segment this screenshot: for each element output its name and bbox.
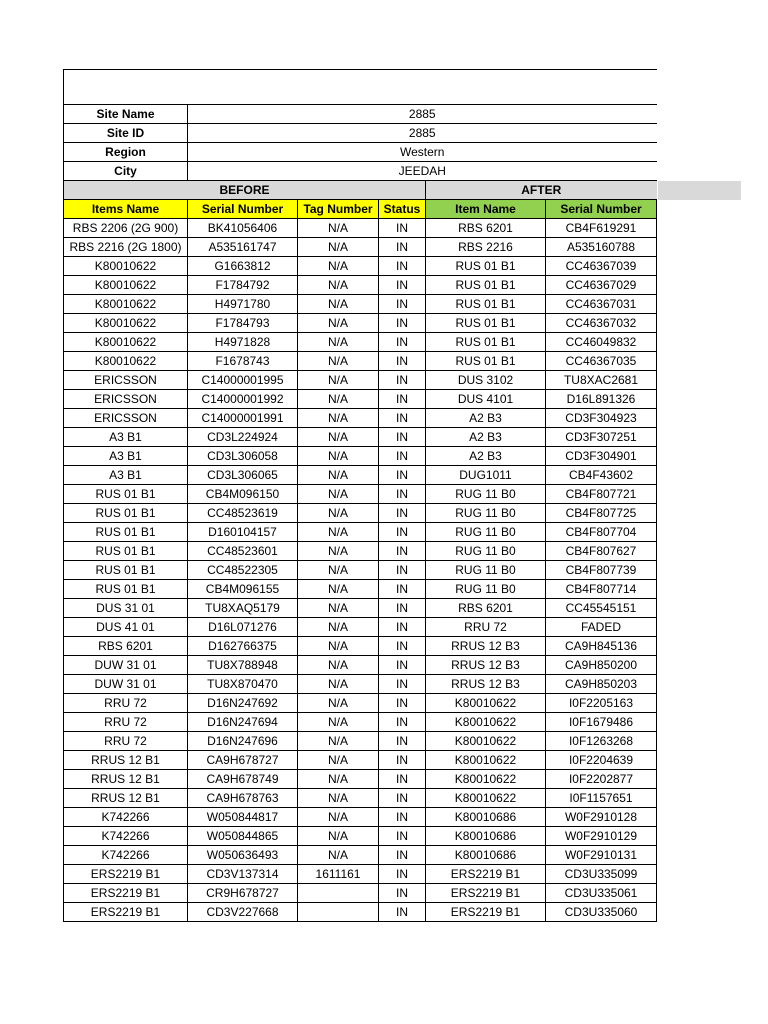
cell-tag-number: N/A xyxy=(298,523,379,542)
blank-title-cell xyxy=(64,70,657,105)
cell-item-name-before: RRUS 12 B1 xyxy=(64,751,188,770)
table-row xyxy=(64,599,657,618)
cell-item-name-after: ERS2219 B1 xyxy=(426,865,546,884)
cell-item-name-before: RUS 01 B1 xyxy=(64,561,188,580)
column-header-row xyxy=(64,200,657,219)
cell-serial-number-after: A535160788 xyxy=(546,238,657,257)
cell-status: IN xyxy=(379,599,426,618)
cell-item-name-after: RUS 01 B1 xyxy=(426,333,546,352)
table-row xyxy=(64,314,657,333)
cell-serial-number-after: CC46367029 xyxy=(546,276,657,295)
table-row xyxy=(64,637,657,656)
cell-serial-number-before: CC48522305 xyxy=(188,561,298,580)
cell-tag-number: N/A xyxy=(298,333,379,352)
after-header-extension xyxy=(658,181,741,200)
cell-serial-number-after: CC45545151 xyxy=(546,599,657,618)
table-row xyxy=(64,352,657,371)
cell-status: IN xyxy=(379,314,426,333)
cell-serial-number-before: F1784793 xyxy=(188,314,298,333)
cell-serial-number-after: CD3U335099 xyxy=(546,865,657,884)
cell-serial-number-after: CD3F304923 xyxy=(546,409,657,428)
cell-item-name-after: ERS2219 B1 xyxy=(426,884,546,903)
cell-serial-number-before: BK41056406 xyxy=(188,219,298,238)
cell-serial-number-before: C14000001992 xyxy=(188,390,298,409)
cell-serial-number-after: I0F1157651 xyxy=(546,789,657,808)
cell-serial-number-after: CA9H850203 xyxy=(546,675,657,694)
table-row xyxy=(64,238,657,257)
city-label: City xyxy=(64,162,188,181)
cell-item-name-after: RUG 11 B0 xyxy=(426,485,546,504)
cell-item-name-after: RUG 11 B0 xyxy=(426,561,546,580)
table-row xyxy=(64,466,657,485)
cell-status: IN xyxy=(379,523,426,542)
table-row xyxy=(64,561,657,580)
cell-status: IN xyxy=(379,694,426,713)
cell-tag-number: N/A xyxy=(298,409,379,428)
cell-serial-number-before: D16L071276 xyxy=(188,618,298,637)
cell-serial-number-before: H4971828 xyxy=(188,333,298,352)
cell-item-name-after: DUS 4101 xyxy=(426,390,546,409)
cell-status: IN xyxy=(379,808,426,827)
table-row xyxy=(64,504,657,523)
cell-serial-number-before: D160104157 xyxy=(188,523,298,542)
table-row xyxy=(64,656,657,675)
table-row xyxy=(64,846,657,865)
cell-status: IN xyxy=(379,751,426,770)
cell-status: IN xyxy=(379,485,426,504)
cell-item-name-after: RUG 11 B0 xyxy=(426,504,546,523)
cell-item-name-before: ERS2219 B1 xyxy=(64,865,188,884)
cell-tag-number: N/A xyxy=(298,751,379,770)
cell-tag-number: 1611161 xyxy=(298,865,379,884)
cell-item-name-before: K80010622 xyxy=(64,257,188,276)
cell-item-name-after: RBS 6201 xyxy=(426,599,546,618)
cell-tag-number: N/A xyxy=(298,808,379,827)
cell-item-name-after: RRU 72 xyxy=(426,618,546,637)
cell-serial-number-after: CC46049832 xyxy=(546,333,657,352)
cell-item-name-after: RUG 11 B0 xyxy=(426,523,546,542)
table-row xyxy=(64,447,657,466)
cell-tag-number: N/A xyxy=(298,238,379,257)
cell-tag-number: N/A xyxy=(298,637,379,656)
cell-serial-number-before: CA9H678749 xyxy=(188,770,298,789)
cell-status: IN xyxy=(379,884,426,903)
cell-status: IN xyxy=(379,827,426,846)
cell-serial-number-before: W050844817 xyxy=(188,808,298,827)
after-section-header: AFTER xyxy=(426,181,657,200)
table-row xyxy=(64,789,657,808)
cell-serial-number-before: CC48523601 xyxy=(188,542,298,561)
cell-serial-number-after: CB4F807627 xyxy=(546,542,657,561)
cell-serial-number-before: CB4M096155 xyxy=(188,580,298,599)
cell-serial-number-before: CD3L224924 xyxy=(188,428,298,447)
cell-item-name-after: K80010622 xyxy=(426,732,546,751)
cell-status: IN xyxy=(379,637,426,656)
cell-serial-number-before: H4971780 xyxy=(188,295,298,314)
cell-status: IN xyxy=(379,618,426,637)
cell-serial-number-before: D16N247692 xyxy=(188,694,298,713)
cell-item-name-before: ERICSSON xyxy=(64,371,188,390)
cell-item-name-before: RBS 2216 (2G 1800) xyxy=(64,238,188,257)
cell-serial-number-after: CC46367031 xyxy=(546,295,657,314)
col-header-serial-number-after: Serial Number xyxy=(546,200,657,219)
cell-tag-number: N/A xyxy=(298,846,379,865)
cell-serial-number-before: TU8X788948 xyxy=(188,656,298,675)
cell-serial-number-after: I0F2204639 xyxy=(546,751,657,770)
cell-serial-number-before: W050844865 xyxy=(188,827,298,846)
cell-serial-number-before: CA9H678763 xyxy=(188,789,298,808)
cell-serial-number-before: A535161747 xyxy=(188,238,298,257)
cell-item-name-before: A3 B1 xyxy=(64,466,188,485)
cell-tag-number: N/A xyxy=(298,314,379,333)
cell-item-name-before: K742266 xyxy=(64,808,188,827)
cell-item-name-before: K80010622 xyxy=(64,314,188,333)
cell-item-name-after: RBS 6201 xyxy=(426,219,546,238)
table-row xyxy=(64,390,657,409)
cell-status: IN xyxy=(379,238,426,257)
cell-item-name-after: RUS 01 B1 xyxy=(426,276,546,295)
cell-serial-number-after: CB4F807714 xyxy=(546,580,657,599)
cell-item-name-after: K80010686 xyxy=(426,808,546,827)
cell-serial-number-after: FADED xyxy=(546,618,657,637)
cell-tag-number: N/A xyxy=(298,789,379,808)
cell-status: IN xyxy=(379,561,426,580)
cell-tag-number: N/A xyxy=(298,599,379,618)
cell-serial-number-before: CC48523619 xyxy=(188,504,298,523)
cell-item-name-after: K80010686 xyxy=(426,846,546,865)
cell-status: IN xyxy=(379,390,426,409)
col-header-tag-number: Tag Number xyxy=(298,200,379,219)
cell-serial-number-before: CD3L306065 xyxy=(188,466,298,485)
table-row xyxy=(64,333,657,352)
cell-item-name-after: ERS2219 B1 xyxy=(426,903,546,922)
col-header-status: Status xyxy=(379,200,426,219)
col-header-item-name-after: Item Name xyxy=(426,200,546,219)
cell-tag-number: N/A xyxy=(298,257,379,276)
cell-serial-number-after: I0F2205163 xyxy=(546,694,657,713)
cell-item-name-before: RUS 01 B1 xyxy=(64,580,188,599)
cell-item-name-before: DUW 31 01 xyxy=(64,675,188,694)
table-row xyxy=(64,827,657,846)
cell-item-name-before: RRUS 12 B1 xyxy=(64,789,188,808)
cell-status: IN xyxy=(379,257,426,276)
region-row xyxy=(64,143,657,162)
cell-tag-number: N/A xyxy=(298,713,379,732)
cell-item-name-before: RUS 01 B1 xyxy=(64,504,188,523)
cell-status: IN xyxy=(379,219,426,238)
cell-tag-number: N/A xyxy=(298,276,379,295)
cell-status: IN xyxy=(379,656,426,675)
cell-tag-number: N/A xyxy=(298,732,379,751)
table-row xyxy=(64,884,657,903)
region-value: Western xyxy=(188,143,657,162)
site-id-row xyxy=(64,124,657,143)
cell-serial-number-after: CB4F807704 xyxy=(546,523,657,542)
table-row xyxy=(64,732,657,751)
table-row xyxy=(64,675,657,694)
cell-item-name-after: RUS 01 B1 xyxy=(426,352,546,371)
cell-item-name-after: RRUS 12 B3 xyxy=(426,675,546,694)
cell-tag-number: N/A xyxy=(298,428,379,447)
cell-serial-number-before: C14000001991 xyxy=(188,409,298,428)
cell-tag-number: N/A xyxy=(298,447,379,466)
cell-serial-number-before: CA9H678727 xyxy=(188,751,298,770)
cell-item-name-before: A3 B1 xyxy=(64,447,188,466)
cell-status: IN xyxy=(379,675,426,694)
cell-status: IN xyxy=(379,409,426,428)
cell-item-name-before: DUS 31 01 xyxy=(64,599,188,618)
table-row xyxy=(64,580,657,599)
cell-tag-number: N/A xyxy=(298,542,379,561)
cell-tag-number: N/A xyxy=(298,390,379,409)
table-row xyxy=(64,713,657,732)
table-row xyxy=(64,295,657,314)
cell-serial-number-after: W0F2910131 xyxy=(546,846,657,865)
site-name-label: Site Name xyxy=(64,105,188,124)
cell-item-name-before: K80010622 xyxy=(64,352,188,371)
cell-serial-number-after: CC46367032 xyxy=(546,314,657,333)
cell-item-name-after: K80010622 xyxy=(426,751,546,770)
cell-tag-number: N/A xyxy=(298,827,379,846)
cell-item-name-before: A3 B1 xyxy=(64,428,188,447)
cell-item-name-before: K742266 xyxy=(64,827,188,846)
cell-tag-number: N/A xyxy=(298,694,379,713)
cell-item-name-after: RRUS 12 B3 xyxy=(426,656,546,675)
cell-tag-number: N/A xyxy=(298,352,379,371)
cell-item-name-before: RBS 2206 (2G 900) xyxy=(64,219,188,238)
cell-tag-number: N/A xyxy=(298,485,379,504)
cell-serial-number-after: CD3U335061 xyxy=(546,884,657,903)
cell-item-name-after: RUS 01 B1 xyxy=(426,295,546,314)
cell-serial-number-after: W0F2910128 xyxy=(546,808,657,827)
cell-tag-number: N/A xyxy=(298,371,379,390)
cell-serial-number-before: F1678743 xyxy=(188,352,298,371)
cell-item-name-after: A2 B3 xyxy=(426,447,546,466)
cell-serial-number-after: CD3U335060 xyxy=(546,903,657,922)
cell-item-name-after: K80010622 xyxy=(426,770,546,789)
cell-serial-number-after: I0F1263268 xyxy=(546,732,657,751)
col-header-serial-number-before: Serial Number xyxy=(188,200,298,219)
cell-serial-number-after: CB4F807739 xyxy=(546,561,657,580)
cell-serial-number-after: I0F1679486 xyxy=(546,713,657,732)
cell-tag-number xyxy=(298,884,379,903)
table-row xyxy=(64,219,657,238)
inventory-sheet xyxy=(63,69,657,922)
cell-item-name-before: K80010622 xyxy=(64,295,188,314)
table-row xyxy=(64,371,657,390)
cell-item-name-before: RRU 72 xyxy=(64,732,188,751)
cell-serial-number-before: C14000001995 xyxy=(188,371,298,390)
cell-status: IN xyxy=(379,903,426,922)
cell-serial-number-after: CD3F307251 xyxy=(546,428,657,447)
cell-serial-number-before: CR9H678727 xyxy=(188,884,298,903)
cell-status: IN xyxy=(379,371,426,390)
cell-item-name-after: K80010622 xyxy=(426,713,546,732)
cell-serial-number-before: TU8X870470 xyxy=(188,675,298,694)
cell-status: IN xyxy=(379,466,426,485)
cell-serial-number-before: CB4M096150 xyxy=(188,485,298,504)
cell-tag-number: N/A xyxy=(298,219,379,238)
cell-status: IN xyxy=(379,732,426,751)
cell-tag-number: N/A xyxy=(298,580,379,599)
cell-status: IN xyxy=(379,542,426,561)
cell-serial-number-after: CC46367039 xyxy=(546,257,657,276)
cell-item-name-after: RUS 01 B1 xyxy=(426,257,546,276)
table-row xyxy=(64,694,657,713)
cell-item-name-before: RRU 72 xyxy=(64,694,188,713)
cell-serial-number-before: D16N247696 xyxy=(188,732,298,751)
table-row xyxy=(64,428,657,447)
cell-item-name-after: K80010622 xyxy=(426,694,546,713)
cell-item-name-before: K742266 xyxy=(64,846,188,865)
table-row xyxy=(64,865,657,884)
site-id-value: 2885 xyxy=(188,124,657,143)
cell-status: IN xyxy=(379,846,426,865)
table-row xyxy=(64,618,657,637)
cell-tag-number: N/A xyxy=(298,656,379,675)
cell-serial-number-before: TU8XAQ5179 xyxy=(188,599,298,618)
site-id-label: Site ID xyxy=(64,124,188,143)
cell-serial-number-before: CD3V227668 xyxy=(188,903,298,922)
cell-item-name-after: K80010686 xyxy=(426,827,546,846)
cell-item-name-before: K80010622 xyxy=(64,333,188,352)
table-row xyxy=(64,409,657,428)
table-row xyxy=(64,751,657,770)
cell-item-name-after: A2 B3 xyxy=(426,428,546,447)
inventory-table xyxy=(63,69,657,922)
cell-serial-number-after: TU8XAC2681 xyxy=(546,371,657,390)
cell-status: IN xyxy=(379,276,426,295)
cell-status: IN xyxy=(379,770,426,789)
table-row xyxy=(64,808,657,827)
table-row xyxy=(64,523,657,542)
cell-item-name-before: DUW 31 01 xyxy=(64,656,188,675)
table-row xyxy=(64,542,657,561)
table-row xyxy=(64,485,657,504)
cell-status: IN xyxy=(379,713,426,732)
cell-serial-number-after: CB4F807725 xyxy=(546,504,657,523)
cell-serial-number-after: CC46367035 xyxy=(546,352,657,371)
cell-item-name-after: RUG 11 B0 xyxy=(426,580,546,599)
cell-serial-number-after: CA9H845136 xyxy=(546,637,657,656)
table-row xyxy=(64,257,657,276)
cell-tag-number: N/A xyxy=(298,770,379,789)
cell-item-name-before: DUS 41 01 xyxy=(64,618,188,637)
table-row xyxy=(64,276,657,295)
cell-serial-number-after: W0F2910129 xyxy=(546,827,657,846)
cell-serial-number-after: I0F2202877 xyxy=(546,770,657,789)
cell-item-name-before: RRU 72 xyxy=(64,713,188,732)
cell-serial-number-before: CD3V137314 xyxy=(188,865,298,884)
table-row xyxy=(64,903,657,922)
city-row xyxy=(64,162,657,181)
cell-item-name-after: A2 B3 xyxy=(426,409,546,428)
cell-tag-number: N/A xyxy=(298,504,379,523)
cell-serial-number-after: D16L891326 xyxy=(546,390,657,409)
cell-item-name-after: DUS 3102 xyxy=(426,371,546,390)
cell-item-name-before: ERICSSON xyxy=(64,390,188,409)
section-row xyxy=(64,181,657,200)
cell-item-name-before: ERICSSON xyxy=(64,409,188,428)
cell-tag-number: N/A xyxy=(298,675,379,694)
city-value: JEEDAH xyxy=(188,162,657,181)
blank-title-row xyxy=(64,70,657,105)
cell-status: IN xyxy=(379,352,426,371)
cell-tag-number: N/A xyxy=(298,466,379,485)
cell-status: IN xyxy=(379,504,426,523)
cell-item-name-before: RUS 01 B1 xyxy=(64,523,188,542)
cell-status: IN xyxy=(379,789,426,808)
cell-item-name-after: RUS 01 B1 xyxy=(426,314,546,333)
cell-serial-number-after: CB4F807721 xyxy=(546,485,657,504)
cell-serial-number-before: D162766375 xyxy=(188,637,298,656)
cell-serial-number-before: F1784792 xyxy=(188,276,298,295)
cell-status: IN xyxy=(379,580,426,599)
cell-status: IN xyxy=(379,295,426,314)
cell-item-name-before: ERS2219 B1 xyxy=(64,884,188,903)
cell-status: IN xyxy=(379,333,426,352)
before-section-header: BEFORE xyxy=(64,181,426,200)
cell-item-name-after: K80010622 xyxy=(426,789,546,808)
cell-serial-number-after: CB4F619291 xyxy=(546,219,657,238)
region-label: Region xyxy=(64,143,188,162)
cell-status: IN xyxy=(379,447,426,466)
col-header-items-name: Items Name xyxy=(64,200,188,219)
cell-item-name-before: RRUS 12 B1 xyxy=(64,770,188,789)
cell-serial-number-before: G1663812 xyxy=(188,257,298,276)
cell-status: IN xyxy=(379,428,426,447)
cell-serial-number-before: D16N247694 xyxy=(188,713,298,732)
cell-tag-number: N/A xyxy=(298,295,379,314)
cell-item-name-after: RRUS 12 B3 xyxy=(426,637,546,656)
cell-item-name-before: RUS 01 B1 xyxy=(64,542,188,561)
cell-serial-number-after: CB4F43602 xyxy=(546,466,657,485)
cell-tag-number: N/A xyxy=(298,618,379,637)
cell-item-name-before: K80010622 xyxy=(64,276,188,295)
cell-serial-number-before: CD3L306058 xyxy=(188,447,298,466)
cell-item-name-before: RUS 01 B1 xyxy=(64,485,188,504)
cell-item-name-after: RBS 2216 xyxy=(426,238,546,257)
cell-item-name-before: ERS2219 B1 xyxy=(64,903,188,922)
cell-tag-number: N/A xyxy=(298,561,379,580)
cell-tag-number xyxy=(298,903,379,922)
cell-status: IN xyxy=(379,865,426,884)
cell-serial-number-before: W050636493 xyxy=(188,846,298,865)
site-name-row xyxy=(64,105,657,124)
site-name-value: 2885 xyxy=(188,105,657,124)
cell-serial-number-after: CD3F304901 xyxy=(546,447,657,466)
cell-serial-number-after: CA9H850200 xyxy=(546,656,657,675)
table-row xyxy=(64,770,657,789)
cell-item-name-after: RUG 11 B0 xyxy=(426,542,546,561)
cell-item-name-after: DUG1011 xyxy=(426,466,546,485)
cell-item-name-before: RBS 6201 xyxy=(64,637,188,656)
